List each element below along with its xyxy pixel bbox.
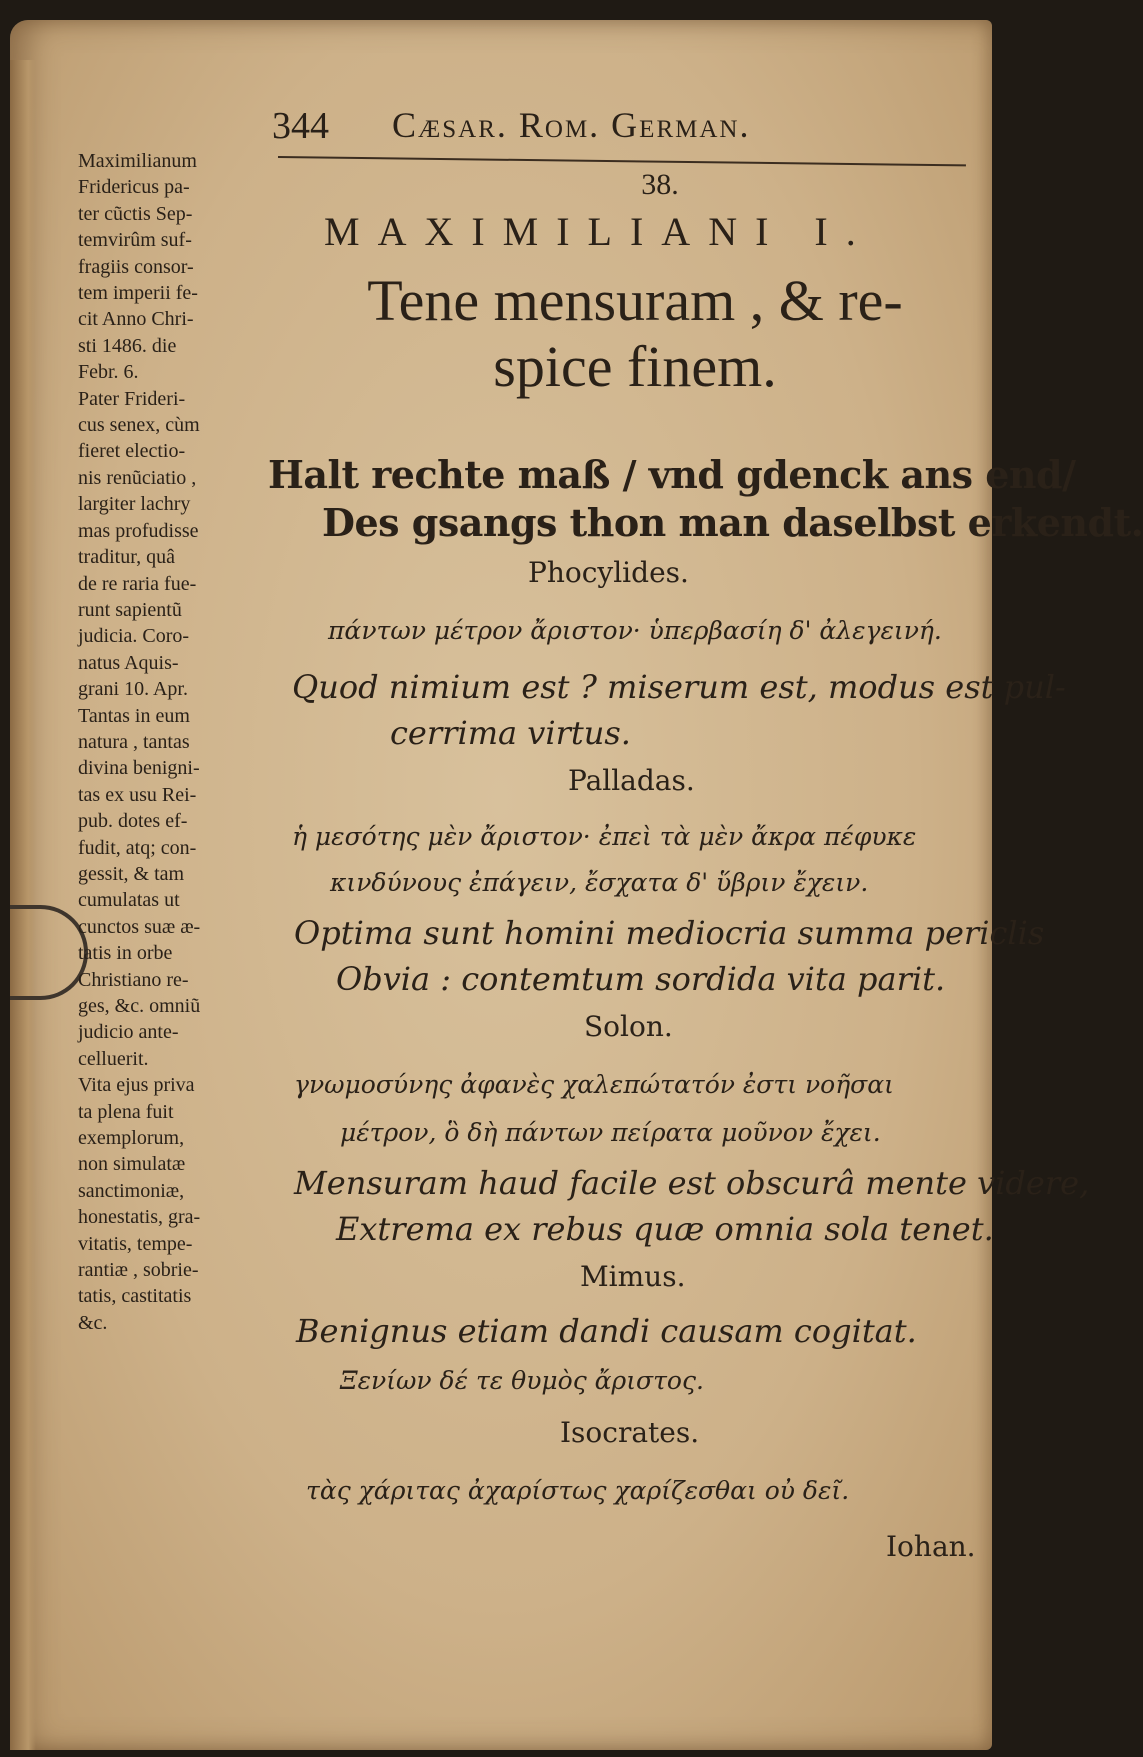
marginal-line: traditur, quâ <box>78 546 175 569</box>
marginal-line: Fridericus pa- <box>78 176 190 199</box>
emblem-heading <box>280 168 980 400</box>
latin-quote-1b: cerrima virtus. <box>390 714 631 752</box>
catchword: Iohan. <box>886 1530 976 1563</box>
marginal-line: rantiæ , sobrie- <box>78 1259 199 1282</box>
marginal-line: sanctimoniæ, <box>78 1179 185 1202</box>
marginal-line: cumulatas ut <box>78 889 180 912</box>
latin-quote-4: Benignus etiam dandi causam cogitat. <box>296 1312 917 1350</box>
marginal-line: de re raria fue- <box>78 572 197 595</box>
marginal-line: sti 1486. die <box>78 334 177 357</box>
marginal-line: nis renũciatio , <box>78 466 197 489</box>
marginal-line: Tantas in eum <box>78 704 190 727</box>
marginal-line: fieret electio- <box>78 440 186 463</box>
marginal-line: divina benigni- <box>78 757 200 780</box>
marginal-line: natura , tantas <box>78 730 190 753</box>
marginal-line: vitatis, tempe- <box>78 1232 193 1255</box>
marginal-line: fudit, atq; con- <box>78 836 197 859</box>
marginal-line: ges, &c. omniũ <box>78 995 201 1017</box>
marginal-line: ter cũctis Sep- <box>78 202 193 225</box>
marginal-line: judicio ante- <box>78 1021 179 1044</box>
marginal-line: mas profudisse <box>78 519 199 542</box>
marginal-line: cunctos suæ æ- <box>78 915 201 938</box>
greek-quote-3b: μέτρον, ὃ δὴ πάντων πείρατα μοῦνον ἔχει. <box>340 1118 881 1147</box>
marginal-line: ta plena fuit <box>78 1100 174 1123</box>
latin-quote-3a: Mensuram haud facile est obscurâ mente videre, <box>294 1164 1090 1202</box>
marginal-line: tem imperii fe- <box>78 282 198 305</box>
marginal-line: natus Aquis- <box>78 651 179 674</box>
marginal-line: Vita ejus priva <box>78 1074 195 1097</box>
marginal-line: tatis, castitatis <box>78 1285 192 1308</box>
marginal-line: Febr. 6. <box>78 361 139 384</box>
marginal-line: exemplorum, <box>78 1127 185 1150</box>
metal-clip <box>10 905 88 1000</box>
latin-quote-1a: Quod nimium est ? miserum est, modus est pul- <box>292 668 1066 706</box>
motto-line-1: Tene mensuram , & re- <box>367 268 903 333</box>
emblem-number: 38. <box>641 168 679 201</box>
marginal-line: pub. dotes ef- <box>78 810 188 833</box>
marginal-line: grani 10. Apr. <box>78 678 188 701</box>
latin-quote-2a: Optima sunt homini mediocria summa periclis <box>294 914 1045 952</box>
source-palladas: Palladas. <box>568 764 695 797</box>
header-rule <box>278 156 966 166</box>
marginal-line: &c. <box>78 1311 108 1334</box>
marginal-line: tas ex usu Rei- <box>78 783 197 806</box>
motto-line-2: spice finem. <box>493 334 777 399</box>
marginal-line: Christiano re- <box>78 968 189 991</box>
marginal-line: Pater Frideri- <box>78 387 186 410</box>
marginal-line: cit Anno Chri- <box>78 308 194 331</box>
marginal-line: fragiis consor- <box>78 255 194 278</box>
source-isocrates: Isocrates. <box>560 1416 700 1449</box>
marginal-line: runt sapientũ <box>78 598 182 621</box>
source-phocylides: Phocylides. <box>528 556 689 589</box>
page-header <box>272 98 972 154</box>
marginal-line: tatis in orbe <box>78 942 173 965</box>
marginal-line: temvirûm suf- <box>78 229 192 252</box>
source-solon: Solon. <box>584 1010 673 1043</box>
marginal-line: Maximilianum <box>78 150 197 172</box>
book-page <box>10 20 1143 1750</box>
latin-quote-2b: Obvia : contemtum sordida vita parit. <box>336 960 946 998</box>
marginal-line: honestatis, gra- <box>78 1206 201 1229</box>
marginal-note <box>78 148 300 1336</box>
greek-quote-2a: ἡ μεσότης μὲν ἄριστον· ἐπεὶ τὰ μὲν ἄκρα πέφυκε <box>292 822 917 851</box>
marginal-line: largiter lachry <box>78 493 191 516</box>
marginal-line: cus senex, cùm <box>78 414 200 437</box>
marginal-line: celluerit. <box>78 1047 149 1070</box>
greek-quote-3a: γνωμοσύνης ἀφανὲς χαλεπώτατόν ἐστι νοῆσαι <box>294 1070 894 1099</box>
marginal-line: non simulatæ <box>78 1153 186 1176</box>
emblem-name: MAXIMILIANI I. <box>324 209 874 254</box>
source-mimus: Mimus. <box>580 1260 686 1293</box>
greek-quote-5: τὰς χάριτας ἀχαρίστως χαρίζεσθαι οὐ δεῖ. <box>306 1476 850 1505</box>
greek-quote-2b: κινδύνους ἐπάγειν, ἔσχατα δ' ὕβριν ἔχειν. <box>330 868 869 897</box>
greek-quote-1: πάντων μέτρον ἄριστον· ὑπερβασίη δ' ἀλεγεινή. <box>328 616 942 645</box>
german-verse-2: Des gsangs thon man daselbst erkendt. <box>322 500 1143 545</box>
page-number: 344 <box>272 105 329 147</box>
german-verse-1: Halt rechte maß / vnd gdenck ans end/ <box>268 452 1076 497</box>
greek-quote-4: Ξενίων δέ τε θυμὸς ἄριστος. <box>340 1366 704 1395</box>
running-title: Cæsar. Rom. German. <box>392 105 751 145</box>
marginal-line: gessit, & tam <box>78 862 185 885</box>
marginal-line: judicia. Coro- <box>78 625 190 648</box>
latin-quote-3b: Extrema ex rebus quæ omnia sola tenet. <box>336 1210 994 1248</box>
